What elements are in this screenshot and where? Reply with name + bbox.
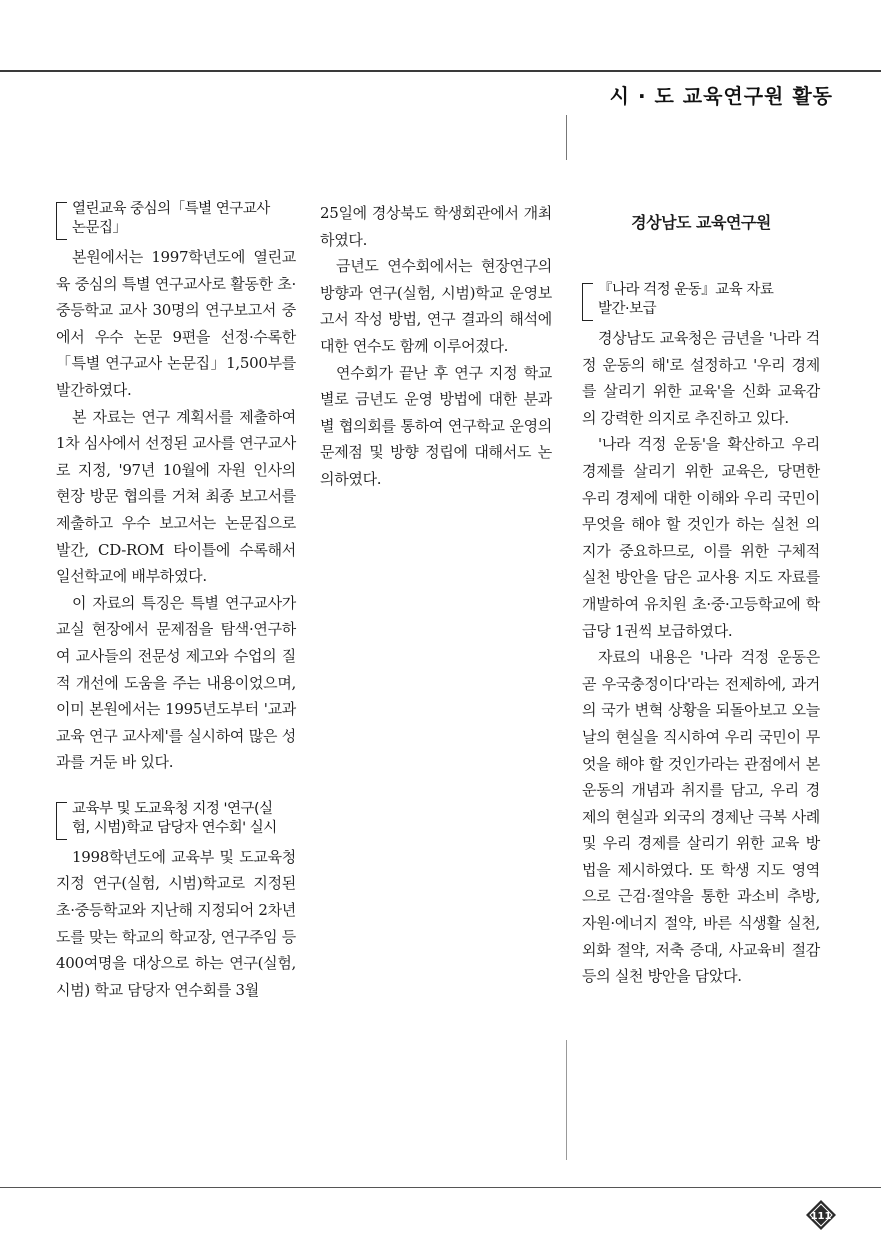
column-right <box>582 210 820 990</box>
heading-line: 험, 시범)학교 담당자 연수회' 실시 <box>72 819 277 836</box>
heading-line: 발간·보급 <box>598 301 657 317</box>
body-paragraph: 연수회가 끝난 후 연구 지정 학교별로 금년도 운영 방법에 대한 분과별 협의회를 통하여 연구학교 운영의 문제점 및 방향 정립에 대해서도 논의하였다. <box>320 363 552 488</box>
column-left <box>56 200 296 1003</box>
body-paragraph: 금년도 연수회에서는 현장연구의 방향과 연구(실험, 시범)학교 운영보고서 작성 방법, 연구 결과의 해석에 대한 연수도 함께 이루어졌다. <box>320 257 552 355</box>
heading-bracket-icon <box>56 802 67 840</box>
section-heading <box>56 800 296 840</box>
body-paragraph: 자료의 내용은 '나라 걱정 운동은 곧 우국충정이다'라는 전제하에, 과거의 국가 변혁 상황을 되돌아보고 오늘날의 현실을 직시하여 우리 국민이 무엇을 해야 할 것인가라는 관점에서 본 운동의 개념과 취지를 담고, 우리 경제의 현실과 외국의 경제난 극복 사례 및 우리 경제를 살리기 위한 교육 방법을 제시하였다. 또 학생 지도 영역으로 근검·절약을 통한 과소비 추방, 자원·에너지 절약, 바른 식생활 실천, 외화 절약, 저축 증대, 사교육비 절감 등의 실천 방안을 담았다. <box>582 648 820 986</box>
body-paragraph: '나라 걱정 운동'을 확산하고 우리 경제를 살리기 위한 교육은, 당면한 우리 경제에 대한 이해와 우리 국민이 무엇을 해야 할 것인가 하는 실천 의지가 중요하므로, 이를 위한 구체적 실천 방안을 담은 교사용 지도 자료를 개발하여 유치원 초·중·고등학교에 학급당 1권씩 보급하였다. <box>582 435 820 640</box>
page-number: 111 <box>810 1211 832 1222</box>
section-heading <box>56 200 296 240</box>
body-paragraph: 경상남도 교육청은 금년을 '나라 걱정 운동의 해'로 설정하고 '우리 경제를 살리기 위한 교육'을 신화 교육감의 강력한 의지로 추진하고 있다. <box>582 329 820 427</box>
heading-line: 교육부 및 도교육청 지정 '연구(실 <box>72 800 273 817</box>
footer-rule <box>0 1187 881 1188</box>
column-divider <box>566 115 567 160</box>
heading-bracket-icon <box>582 283 593 321</box>
heading-line: 논문집」 <box>72 220 127 236</box>
running-header-title: 시 · 도 교육연구원 활동 <box>609 84 833 108</box>
column-divider <box>566 1040 567 1160</box>
header-rule <box>0 70 881 72</box>
diamond-page-number-icon <box>806 1200 836 1230</box>
section-heading <box>582 281 820 321</box>
body-paragraph: 본 자료는 연구 계획서를 제출하여 1차 심사에서 선정된 교사를 연구교사로 지정, '97년 10월에 자원 인사의 현장 방문 협의를 거쳐 최종 보고서를 제출하고 우수 보고서는 논문집으로 발간, CD-ROM 타이틀에 수록해서 일선학교에 배부하였다. <box>56 407 296 586</box>
institution-title: 경상남도 교육연구원 <box>631 213 771 232</box>
heading-bracket-icon <box>56 202 67 240</box>
body-paragraph: 25일에 경상북도 학생회관에서 개최하였다. <box>320 204 552 249</box>
column-middle <box>320 200 552 493</box>
body-paragraph: 이 자료의 특징은 특별 연구교사가 교실 현장에서 문제점을 탐색·연구하여 교사들의 전문성 제고와 수업의 질적 개선에 도움을 주는 내용이었으며, 이미 본원에서는 1995년도부터 '교과교육 연구 교사제'를 실시하여 많은 성과를 거둔 바 있다. <box>56 593 296 772</box>
body-paragraph: 1998학년도에 교육부 및 도교육청 지정 연구(실험, 시범)학교로 지정된 초·중등학교와 지난해 지정되어 2차년도를 맞는 학교의 학교장, 연구주임 등 400여명을 대상으로 하는 연구(실험, 시범) 학교 담당자 연수회를 3월 <box>56 847 296 999</box>
heading-line: 『나라 걱정 운동』교육 자료 <box>598 282 774 298</box>
heading-line: 열린교육 중심의「특별 연구교사 <box>72 201 270 217</box>
body-paragraph: 본원에서는 1997학년도에 열린교육 중심의 특별 연구교사로 활동한 초·중등학교 교사 30명의 연구보고서 중에서 우수 논문 9편을 선정·수록한「특별 연구교사 논문집」1,500부를 발간하였다. <box>56 248 296 399</box>
